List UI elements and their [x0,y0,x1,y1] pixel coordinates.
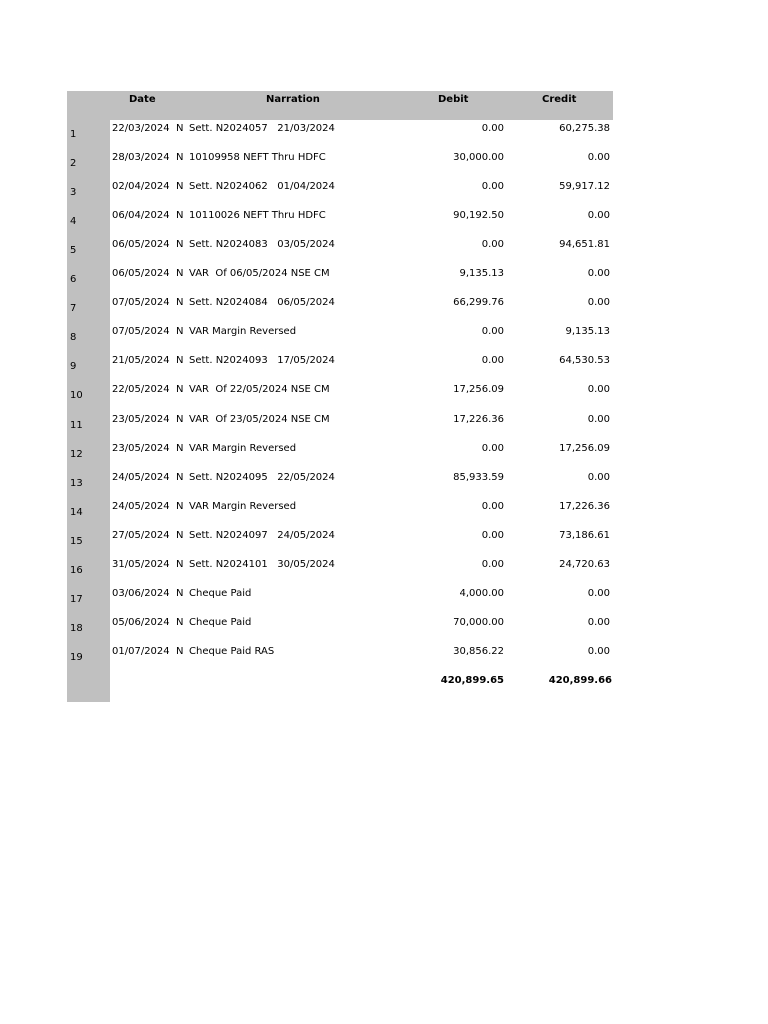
row-date: 24/05/2024 [112,500,170,512]
table-row [67,469,613,498]
row-number: 16 [70,564,83,576]
row-flag: N [176,442,184,454]
row-date: 06/05/2024 [112,268,170,280]
row-narration: Sett. N2024057 21/03/2024 [189,123,335,134]
row-flag: N [176,181,184,193]
column-header-bar [67,91,613,120]
row-number: 17 [70,593,83,605]
row-credit: 9,135.13 [565,326,610,338]
row-flag: N [176,529,184,541]
row-debit: 0.00 [481,529,504,541]
row-date: 24/05/2024 [112,471,170,483]
row-narration: VAR Of 22/05/2024 NSE CM [189,384,330,396]
row-number: 7 [70,303,77,315]
row-credit: 60,275.38 [559,123,610,134]
row-credit: 64,530.53 [559,355,610,367]
row-credit: 0.00 [587,268,610,280]
row-date: 28/03/2024 [112,152,170,164]
totals-row [67,671,613,700]
row-narration: Sett. N2024084 06/05/2024 [189,297,335,309]
row-number: 12 [70,448,83,460]
row-narration: Sett. N2024083 03/05/2024 [189,239,335,251]
row-narration: Sett. N2024062 01/04/2024 [189,181,335,193]
row-credit: 17,256.09 [559,442,610,454]
row-narration: Sett. N2024097 24/05/2024 [189,529,335,541]
row-debit: 0.00 [481,500,504,512]
row-flag: N [176,355,184,367]
row-date: 07/05/2024 [112,326,170,338]
table-row [67,381,613,410]
table-row [67,411,613,440]
row-debit: 17,256.09 [453,384,504,396]
row-credit: 0.00 [587,210,610,222]
row-flag: N [176,297,184,309]
row-number: 15 [70,535,83,547]
table-row [67,614,613,643]
header-date: Date [129,94,156,105]
row-credit: 0.00 [587,384,610,396]
header-credit: Credit [542,94,577,105]
row-date: 01/07/2024 [112,645,170,657]
row-debit: 0.00 [481,326,504,338]
row-credit: 0.00 [587,413,610,425]
row-flag: N [176,268,184,280]
table-row [67,440,613,469]
row-debit: 0.00 [481,442,504,454]
table-row [67,352,613,381]
row-flag: N [176,123,184,134]
row-date: 21/05/2024 [112,355,170,367]
row-date: 22/03/2024 [112,123,170,134]
row-debit: 70,000.00 [453,616,504,628]
row-credit: 0.00 [587,616,610,628]
row-credit: 73,186.61 [559,529,610,541]
row-number: 8 [70,332,77,344]
row-number: 13 [70,477,83,489]
row-number: 3 [70,187,77,199]
table-row [67,265,613,294]
row-flag: N [176,326,184,338]
row-narration: Cheque Paid RAS [189,645,275,657]
row-number: 11 [70,419,83,431]
ledger-sheet [67,91,613,702]
row-debit: 0.00 [481,558,504,570]
row-flag: N [176,616,184,628]
total-credit: 420,899.66 [548,675,612,686]
row-number: 18 [70,622,83,634]
row-debit: 0.00 [481,355,504,367]
row-date: 23/05/2024 [112,413,170,425]
table-row [67,556,613,585]
row-narration: VAR Of 23/05/2024 NSE CM [189,413,330,425]
row-flag: N [176,471,184,483]
row-narration: VAR Margin Reversed [189,500,297,512]
row-debit: 0.00 [481,181,504,193]
row-credit: 0.00 [587,471,610,483]
row-credit: 0.00 [587,645,610,657]
row-debit: 30,000.00 [453,152,504,164]
row-date: 05/06/2024 [112,616,170,628]
table-row [67,585,613,614]
table-row [67,294,613,323]
row-debit: 4,000.00 [459,587,504,599]
row-debit: 0.00 [481,123,504,134]
row-debit: 66,299.76 [453,297,504,309]
row-flag: N [176,210,184,222]
row-date: 27/05/2024 [112,529,170,541]
table-row [67,149,613,178]
row-narration: 10110026 NEFT Thru HDFC [189,210,326,222]
row-credit: 24,720.63 [559,558,610,570]
table-row [67,207,613,236]
table-row [67,643,613,672]
row-narration: VAR Margin Reversed [189,326,297,338]
row-number: 2 [70,158,77,170]
row-date: 02/04/2024 [112,181,170,193]
row-narration: Sett. N2024093 17/05/2024 [189,355,335,367]
row-date: 22/05/2024 [112,384,170,396]
row-flag: N [176,645,184,657]
table-row [67,323,613,352]
table-row [67,178,613,207]
row-date: 06/05/2024 [112,239,170,251]
row-narration: VAR Margin Reversed [189,442,297,454]
row-debit: 9,135.13 [459,268,504,280]
row-narration: 10109958 NEFT Thru HDFC [189,152,326,164]
row-debit: 17,226.36 [453,413,504,425]
row-narration: Cheque Paid [189,616,252,628]
row-date: 06/04/2024 [112,210,170,222]
table-row [67,527,613,556]
row-debit: 30,856.22 [453,645,504,657]
row-narration: Sett. N2024101 30/05/2024 [189,558,335,570]
row-number: 4 [70,216,77,228]
table-row [67,236,613,265]
row-number: 6 [70,274,77,286]
row-flag: N [176,152,184,164]
row-flag: N [176,587,184,599]
row-number: 19 [70,651,83,663]
row-flag: N [176,384,184,396]
row-credit: 17,226.36 [559,500,610,512]
row-date: 03/06/2024 [112,587,170,599]
row-narration: VAR Of 06/05/2024 NSE CM [189,268,330,280]
table-row [67,498,613,527]
row-narration: Sett. N2024095 22/05/2024 [189,471,335,483]
row-debit: 0.00 [481,239,504,251]
row-credit: 0.00 [587,152,610,164]
header-narration: Narration [266,94,320,105]
row-flag: N [176,239,184,251]
row-number: 9 [70,361,77,373]
row-number: 5 [70,245,77,257]
row-date: 23/05/2024 [112,442,170,454]
row-debit: 85,933.59 [453,471,504,483]
row-credit: 94,651.81 [559,239,610,251]
row-flag: N [176,500,184,512]
table-row [67,120,613,149]
row-date: 31/05/2024 [112,558,170,570]
total-debit: 420,899.65 [440,675,504,686]
row-number: 10 [70,390,83,402]
row-flag: N [176,558,184,570]
row-flag: N [176,413,184,425]
row-number: 1 [70,129,77,140]
row-number: 14 [70,506,83,518]
header-debit: Debit [438,94,469,105]
row-credit: 0.00 [587,587,610,599]
row-credit: 0.00 [587,297,610,309]
row-debit: 90,192.50 [453,210,504,222]
row-date: 07/05/2024 [112,297,170,309]
row-narration: Cheque Paid [189,587,252,599]
row-credit: 59,917.12 [559,181,610,193]
